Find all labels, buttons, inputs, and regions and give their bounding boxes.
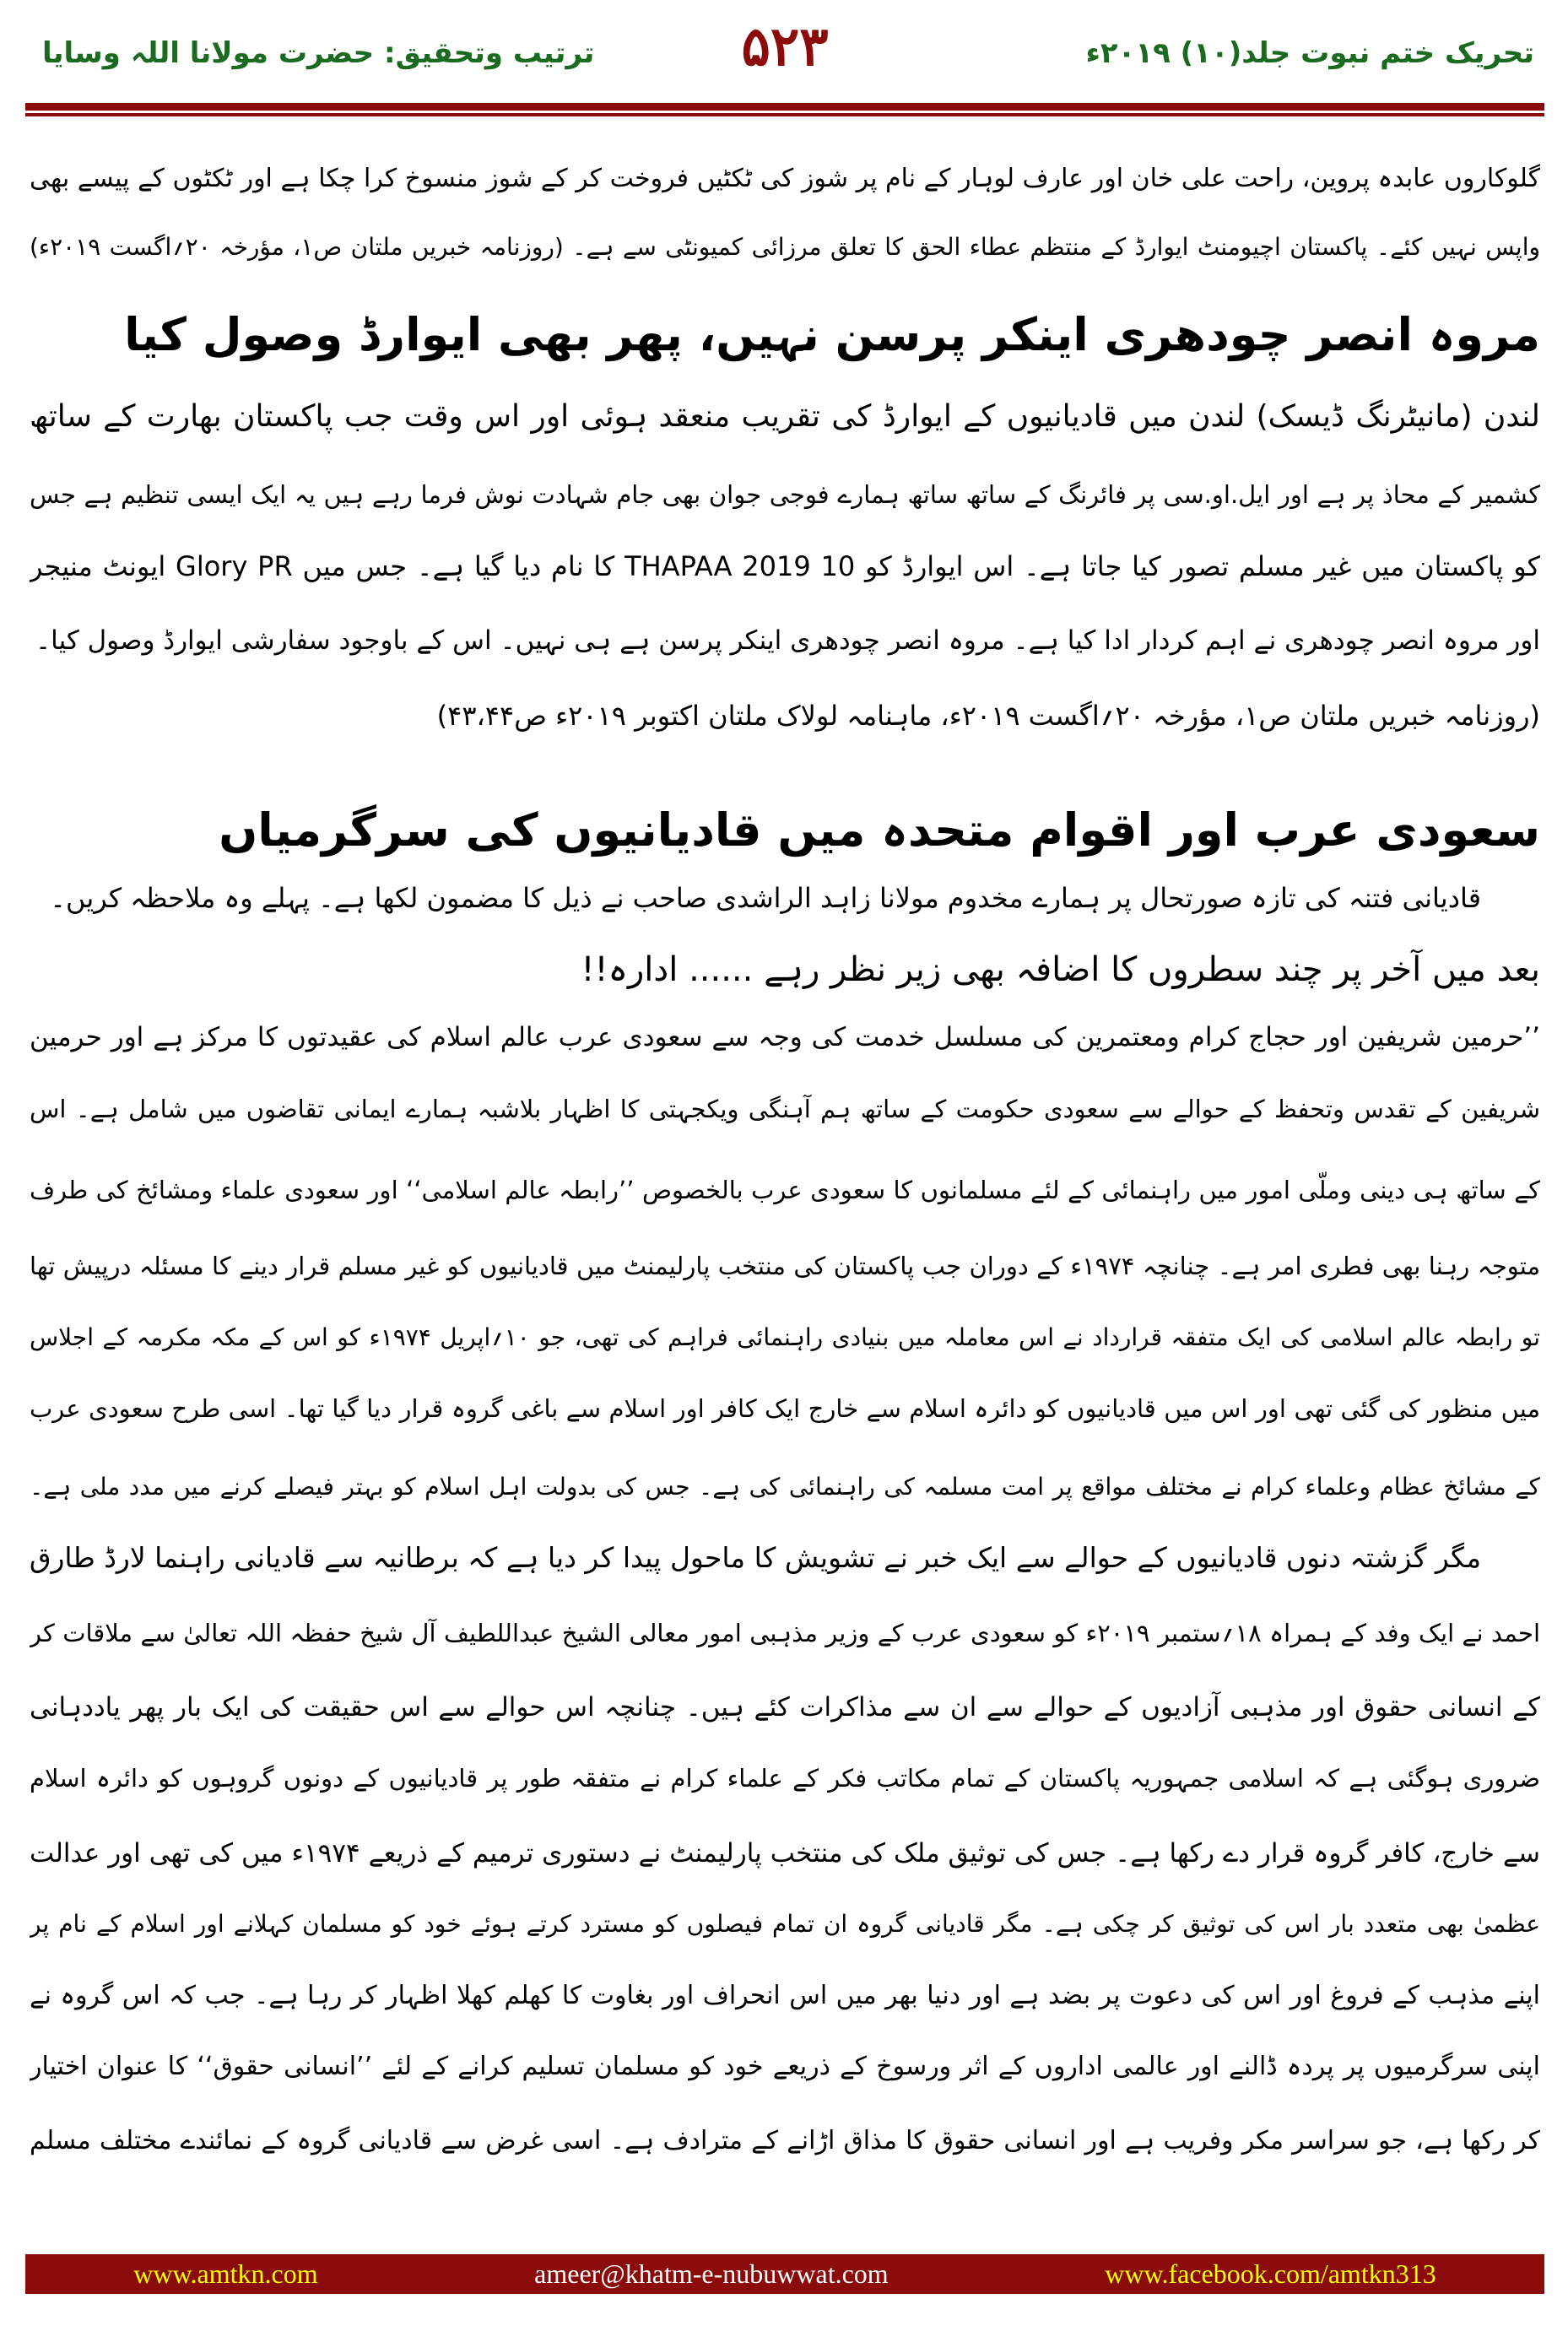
text-line: کشمیر کے محاذ پر ہے اور ایل.او.سی پر فائرنگ کے ساتھ ساتھ ہمارے فوجی جوان بھی جام شہادت نوش فرما رہے ہیں یہ ایک ایسی تنظیم ہے جس (30, 480, 1540, 509)
text-line: ’’حرمین شریفین اور حجاج کرام ومعتمرین کی مسلسل خدمت کی وجہ سے سعودی عرب عالم اسلام کی عقیدتوں کا مرکز ہے اور حرمین (30, 1022, 1540, 1052)
header-divider (25, 103, 1544, 111)
text-line: عظمیٰ بھی متعدد بار اس کی توثیق کر چکی ہے۔ مگر قادیانی گروہ ان تمام فیصلوں کو مسترد کرتے ہوئے خود کو مسلمان کہلانے اور اسلام کے نام پر (30, 1910, 1540, 1938)
book-title: تحریک ختم نبوت جلد(۱۰) ۲۰۱۹ء (1085, 35, 1534, 70)
text-line: اور مروہ انصر چودھری نے اہم کردار ادا کیا ہے۔ مروہ انصر چودھری اینکر پرسن ہے ہی نہیں۔ اس کے باوجود سفارشی ایوارڈ وصول کیا۔ (35, 625, 1540, 656)
text-line: میں منظور کی گئی تھی اور اس میں قادیانیوں کو دائرہ اسلام سے خارج ایک کافر اور اسلام سے باغی گروہ قرار دیا گیا تھا۔ اسی طرح سعودی عرب (30, 1394, 1540, 1423)
text-line: متوجہ رہنا بھی فطری امر ہے۔ چنانچہ ۱۹۷۴ء کے دوران جب پاکستان کی منتخب پارلیمنٹ میں قادیانیوں کو غیر مسلم قرار دینے کا مسئلہ درپیش تھا (30, 1252, 1540, 1280)
text-line: قادیانی فتنہ کی تازہ صورتحال پر ہمارے مخدوم مولانا زاہد الراشدی صاحب نے ذیل کا مضمون لکھا ہے۔ پہلے وہ ملاحظہ کریں۔ (50, 882, 1481, 914)
text-line: سے خارج، کافر گروہ قرار دے رکھا ہے۔ جس کی توثیق ملک کی منتخب پارلیمنٹ نے دستوری ترمیم کے ذریعے ۱۹۷۴ء میں کی تھی اور عدالت (30, 1838, 1540, 1869)
compiler-credit: ترتیب وتحقیق: حضرت مولانا اللہ وسایا (42, 36, 595, 70)
section-heading: سعودی عرب اور اقوام متحدہ میں قادیانیوں کی سرگرمیاں (219, 803, 1540, 857)
text-line: کر رکھا ہے، جو سراسر مکر وفریب ہے اور انسانی حقوق کا مذاق اڑانے کے مترادف ہے۔ اسی غرض سے قادیانی گروہ کے نمائندے مختلف مسلم (30, 2126, 1540, 2155)
text-line: لندن (مانیٹرنگ ڈیسک) لندن میں قادیانیوں کے ایوارڈ کی تقریب منعقد ہوئی اور اس وقت جب پاکستان بھارت کے ساتھ (30, 399, 1540, 434)
email-link[interactable]: ameer@khatm-e-nubuwwat.com (534, 2258, 889, 2289)
page-number: ۵۲۳ (741, 15, 829, 78)
website-link[interactable]: www.amtkn.com (133, 2258, 318, 2289)
header-divider-thin (25, 113, 1544, 116)
text-line: گلوکاروں عابدہ پروین، راحت علی خان اور عارف لوہار کے نام پر شوز کی ٹکٹیں فروخت کر کے شوز منسوخ کرا چکا ہے اور ٹکٹوں کے پیسے بھی (30, 164, 1540, 193)
text-line: احمد نے ایک وفد کے ہمراہ ۱۸؍ستمبر ۲۰۱۹ء کو سعودی عرب کے وزیر مذہبی امور معالی الشیخ عبداللطیف آل شیخ حفظہ اللہ تعالیٰ سے ملاقات کر (30, 1619, 1540, 1647)
text-line: کے انسانی حقوق اور مذہبی آزادیوں کے حوالے سے ان سے مذاکرات کئے ہیں۔ چنانچہ اس حوالے سے اس حقیقت کی ایک بار پھر یاددہانی (30, 1692, 1540, 1723)
text-line: اپنے مذہب کے فروغ اور اس کی دعوت پر بضد ہے اور دنیا بھر میں اس انحراف اور بغاوت کا کھلم کھلا اظہار کر رہا ہے۔ جب کہ اس گروہ نے (30, 1981, 1540, 2010)
text-line: واپس نہیں کئے۔ پاکستان اچیومنٹ ایوارڈ کے منتظم عطاء الحق کا تعلق مرزائی کمیونٹی سے ہے۔ (روزنامہ خبریں ملتان ص۱، مؤرخہ ۲۰؍اگست ۲۰۱۹ء) (30, 233, 1540, 261)
footer-bar (25, 2254, 1544, 2294)
citation: (روزنامہ خبریں ملتان ص۱، مؤرخہ ۲۰؍اگست ۲۰۱۹ء، ماہنامہ لولاک ملتان اکتوبر ۲۰۱۹ء ص۴۳،۴۴) (436, 700, 1540, 732)
text-line: شریفین کے تقدس وتحفظ کے حوالے سے سعودی حکومت کے ساتھ ہم آہنگی ویکجہتی کا اظہار بلاشبہ ہمارے ایمانی تقاضوں میں شامل ہے۔ اس (30, 1095, 1540, 1123)
text-line: ضروری ہوگئی ہے کہ اسلامی جمہوریہ پاکستان کے تمام مکاتب فکر کے علماء کرام نے متفقہ طور پر قادیانیوں کے دونوں گروہوں کو دائرہ اسلام (30, 1764, 1540, 1793)
text-line: کے ساتھ ہی دینی وملّی امور میں راہنمائی کے لئے مسلمانوں کا سعودی عرب بالخصوص ’’رابطہ عالم اسلامی‘‘ اور سعودی علماء ومشائخ کی طرف (30, 1176, 1540, 1204)
text-line: تو رابطہ عالم اسلامی کی ایک متفقہ قرارداد نے اس معاملہ میں بنیادی راہنمائی فراہم کی تھی، جو ۱۰؍اپریل ۱۹۷۴ء کو اس کے مکہ مکرمہ کے اجلاس (30, 1323, 1540, 1351)
text-line: اپنی سرگرمیوں پر پردہ ڈالنے اور عالمی اداروں کے اثر ورسوخ کے ذریعے خود کو مسلمان تسلیم کرانے کے لئے ’’انسانی حقوق‘‘ کا عنوان اختیار (30, 2052, 1540, 2081)
text-line: کو پاکستان میں غیر مسلم تصور کیا جاتا ہے۔ اس ایوارڈ کو 10 THAPAA 2019 کا نام دیا گیا ہے۔ جس میں Glory PR ایونٹ منیجر (30, 550, 1540, 582)
text-line: مگر گزشتہ دنوں قادیانیوں کے حوالے سے ایک خبر نے تشویش کا ماحول پیدا کر دیا ہے کہ برطانیہ سے قادیانی راہنما لارڈ طارق (30, 1541, 1481, 1574)
text-line: بعد میں آخر پر چند سطروں کا اضافہ بھی زیر نظر رہے ...... ادارہ!! (581, 950, 1540, 989)
text-line: کے مشائخ عظام وعلماء کرام نے مختلف مواقع پر امت مسلمہ کی راہنمائی کی ہے۔ جس کی بدولت اہل اسلام کو بہتر فیصلے کرنے میں مدد ملی ہے۔ (30, 1473, 1540, 1501)
facebook-link[interactable]: www.facebook.com/amtkn313 (1105, 2258, 1436, 2289)
section-heading: مروہ انصر چودھری اینکر پرسن نہیں، پھر بھی ایوارڈ وصول کیا (124, 308, 1540, 361)
